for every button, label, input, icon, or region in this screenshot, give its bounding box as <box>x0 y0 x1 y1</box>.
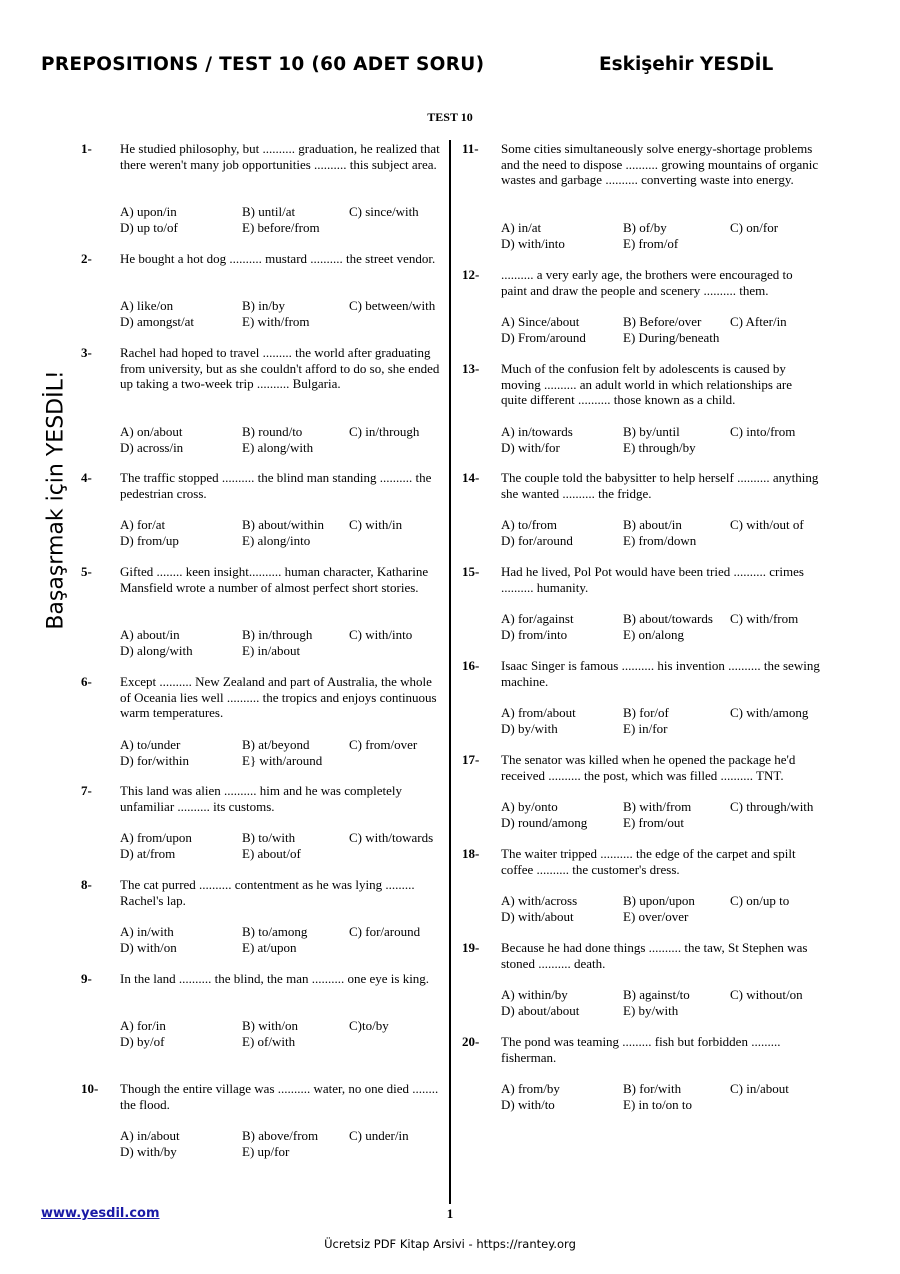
answer-option-b: B) with/from <box>623 799 692 814</box>
answer-option-e: E) During/beneath <box>623 329 720 345</box>
answer-option-a: A) in/at <box>501 220 542 235</box>
question-text: Though the entire village was .......... water, no one died ........ the flood. <box>120 1081 439 1112</box>
question-number: 12- <box>462 267 480 282</box>
answer-option-d: D) from/into <box>501 626 568 642</box>
answer-option-e: E) before/from <box>242 219 320 235</box>
answer-option-c: C) with/out of <box>730 517 804 532</box>
answer-option-e: E) in/for <box>623 720 668 736</box>
answer-option-d: D) along/with <box>120 642 193 658</box>
answer-option-d: D) round/among <box>501 814 588 830</box>
answer-option-d: D) with/to <box>501 1096 555 1112</box>
answer-option-a: A) Since/about <box>501 314 580 329</box>
question-number: 5- <box>81 564 92 579</box>
answer-option-b: B) in/by <box>242 298 285 313</box>
answer-option-e: E) at/upon <box>242 939 297 955</box>
answer-option-d: D) with/about <box>501 908 574 924</box>
question-number: 19- <box>462 940 480 955</box>
question-text: Because he had done things .......... the taw, St Stephen was stoned .......... death. <box>501 940 808 971</box>
answer-option-c: C) through/with <box>730 799 814 814</box>
answer-option-d: D) about/about <box>501 1002 580 1018</box>
answer-option-d: D) up to/of <box>120 219 178 235</box>
answer-option-b: B) with/on <box>242 1018 298 1033</box>
answer-option-a: A) from/about <box>501 705 576 720</box>
answer-option-e: E) with/from <box>242 313 310 329</box>
question-text: The pond was teaming ......... fish but forbidden ......... fisherman. <box>501 1034 781 1065</box>
footer-website-link[interactable]: www.yesdil.com <box>41 1206 160 1221</box>
answer-option-a: A) like/on <box>120 298 174 313</box>
answer-option-c: C) since/with <box>349 204 419 219</box>
answer-option-a: A) for/at <box>120 517 166 532</box>
answer-option-c: C) for/around <box>349 924 421 939</box>
answer-option-c: C) with/in <box>349 517 403 532</box>
question-number: 6- <box>81 674 92 689</box>
answer-option-c: C) with/into <box>349 627 413 642</box>
answer-option-d: D) with/on <box>120 939 177 955</box>
answer-option-d: D) across/in <box>120 439 184 455</box>
answer-option-c: C) with/among <box>730 705 809 720</box>
question-number: 20- <box>462 1034 480 1049</box>
answer-option-b: B) to/with <box>242 830 296 845</box>
answer-option-e: E) in to/on to <box>623 1096 692 1112</box>
answer-option-e: E) by/with <box>623 1002 679 1018</box>
answer-option-a: A) from/by <box>501 1081 560 1096</box>
answer-option-b: B) upon/upon <box>623 893 695 908</box>
question-text: .......... a very early age, the brothers were encouraged to paint and draw the people and scenery .......... them. <box>501 267 793 298</box>
answer-option-d: D) with/by <box>120 1143 177 1159</box>
answer-option-c: C) After/in <box>730 314 787 329</box>
question-text: The waiter tripped .......... the edge of the carpet and spilt coffee .......... the customer's dress. <box>501 846 796 877</box>
answer-option-a: A) on/about <box>120 424 183 439</box>
question-text: This land was alien .......... him and he was completely unfamiliar .......... its customs. <box>120 783 402 814</box>
answer-option-d: D) From/around <box>501 329 586 345</box>
answer-option-a: A) to/from <box>501 517 557 532</box>
answer-option-e: E} with/around <box>242 752 323 768</box>
answer-option-d: D) amongst/at <box>120 313 195 329</box>
answer-option-b: B) about/within <box>242 517 324 532</box>
answer-option-e: E) in/about <box>242 642 301 658</box>
answer-option-e: E) up/for <box>242 1143 290 1159</box>
answer-option-e: E) from/down <box>623 532 697 548</box>
answer-option-c: C) with/towards <box>349 830 434 845</box>
answer-option-b: B) in/through <box>242 627 313 642</box>
answer-option-d: D) by/with <box>501 720 558 736</box>
question-number: 9- <box>81 971 92 986</box>
question-number: 15- <box>462 564 480 579</box>
answer-option-a: A) in/with <box>120 924 174 939</box>
question-number: 4- <box>81 470 92 485</box>
answer-option-c: C) without/on <box>730 987 803 1002</box>
question-number: 16- <box>462 658 480 673</box>
question-text: He bought a hot dog .......... mustard .......... the street vendor. <box>120 251 436 266</box>
answer-option-b: B) for/with <box>623 1081 682 1096</box>
answer-option-a: A) by/onto <box>501 799 558 814</box>
answer-option-a: A) about/in <box>120 627 180 642</box>
answer-option-d: D) from/up <box>120 532 179 548</box>
column-divider <box>449 140 451 1204</box>
test-title: TEST 10 <box>427 110 473 124</box>
answer-option-b: B) of/by <box>623 220 667 235</box>
answer-option-a: A) upon/in <box>120 204 177 219</box>
answer-option-e: E) through/by <box>623 439 696 455</box>
answer-option-c: C) with/from <box>730 611 799 626</box>
question-text: Rachel had hoped to travel ......... the world after graduating from university, but as she couldn't afford to do so, she ended up taking a two-week trip .......... Bulgaria. <box>120 345 440 392</box>
answer-option-a: A) in/about <box>120 1128 180 1143</box>
answer-option-a: A) for/against <box>501 611 574 626</box>
answer-option-b: B) against/to <box>623 987 690 1002</box>
answer-option-a: A) in/towards <box>501 424 573 439</box>
answer-option-c: C) in/about <box>730 1081 789 1096</box>
question-number: 13- <box>462 361 480 376</box>
answer-option-d: D) with/into <box>501 235 565 251</box>
document-author: Eskişehir YESDİL <box>599 54 774 75</box>
question-number: 11- <box>462 141 479 156</box>
answer-option-d: D) for/within <box>120 752 189 768</box>
answer-option-b: B) for/of <box>623 705 669 720</box>
question-number: 7- <box>81 783 92 798</box>
answer-option-b: B) about/towards <box>623 611 713 626</box>
answer-option-b: B) at/beyond <box>242 737 310 752</box>
question-text: The traffic stopped .......... the blind man standing .......... the pedestrian cross. <box>120 470 432 501</box>
question-text: He studied philosophy, but .......... graduation, he realized that there weren't many job opportunities .......... this subject area. <box>120 141 440 172</box>
answer-option-b: B) round/to <box>242 424 303 439</box>
question-text: Isaac Singer is famous .......... his invention .......... the sewing machine. <box>501 658 820 689</box>
answer-option-c: C) on/up to <box>730 893 790 908</box>
answer-option-e: E) on/along <box>623 626 685 642</box>
answer-option-a: A) for/in <box>120 1018 166 1033</box>
answer-option-b: B) to/among <box>242 924 308 939</box>
page-number: 1 <box>446 1206 454 1221</box>
answer-option-c: C) into/from <box>730 424 796 439</box>
answer-option-c: C) between/with <box>349 298 436 313</box>
answer-option-c: C)to/by <box>349 1018 389 1033</box>
answer-option-e: E) of/with <box>242 1033 296 1049</box>
question-number: 10- <box>81 1081 99 1096</box>
question-number: 3- <box>81 345 92 360</box>
question-number: 14- <box>462 470 480 485</box>
answer-option-d: D) at/from <box>120 845 176 861</box>
answer-option-d: D) with/for <box>501 439 560 455</box>
answer-option-d: D) for/around <box>501 532 573 548</box>
answer-option-e: E) along/into <box>242 532 311 548</box>
question-number: 17- <box>462 752 480 767</box>
question-number: 8- <box>81 877 92 892</box>
footer-note: Ücretsiz PDF Kitap Arsivi - https://rantey.org <box>324 1237 576 1251</box>
question-number: 1- <box>81 141 92 156</box>
question-number: 2- <box>81 251 92 266</box>
answer-option-e: E) from/of <box>623 235 679 251</box>
answer-option-c: C) on/for <box>730 220 779 235</box>
answer-option-b: B) about/in <box>623 517 682 532</box>
answer-option-b: B) above/from <box>242 1128 319 1143</box>
answer-option-e: E) from/out <box>623 814 685 830</box>
question-number: 18- <box>462 846 480 861</box>
question-text: Gifted ........ keen insight.......... human character, Katharine Mansfield wrote a number of almost perfect short stories. <box>120 564 429 595</box>
side-slogan-text: Başaşrmak için YESDİL! <box>43 370 69 630</box>
answer-option-a: A) to/under <box>120 737 181 752</box>
document-title: PREPOSITIONS / TEST 10 (60 ADET SORU) <box>41 54 485 75</box>
answer-option-b: B) by/until <box>623 424 680 439</box>
question-text: Had he lived, Pol Pot would have been tried .......... crimes .......... humanity. <box>501 564 804 595</box>
answer-option-e: E) about/of <box>242 845 301 861</box>
answer-option-c: C) under/in <box>349 1128 409 1143</box>
question-text: The cat purred .......... contentment as he was lying ......... Rachel's lap. <box>120 877 415 908</box>
answer-option-c: C) in/through <box>349 424 420 439</box>
question-text: The senator was killed when he opened the package he'd received .......... the post, which was filled .......... TNT. <box>501 752 796 783</box>
answer-option-c: C) from/over <box>349 737 418 752</box>
question-text: Except .......... New Zealand and part of Australia, the whole of Oceania lies well .......... the tropics and enjoys continuous warm temperatures. <box>120 674 437 721</box>
answer-option-e: E) over/over <box>623 908 689 924</box>
answer-option-a: A) within/by <box>501 987 568 1002</box>
question-text: In the land .......... the blind, the man .......... one eye is king. <box>120 971 430 986</box>
answer-option-b: B) Before/over <box>623 314 702 329</box>
answer-option-d: D) by/of <box>120 1033 165 1049</box>
question-text: The couple told the babysitter to help herself .......... anything she wanted .......... the fridge. <box>501 470 819 501</box>
answer-option-a: A) from/upon <box>120 830 192 845</box>
question-text: Much of the confusion felt by adolescents is caused by moving .......... an adult world in which relationships are quite different .......... those known as a child. <box>501 361 793 408</box>
answer-option-e: E) along/with <box>242 439 314 455</box>
question-text: Some cities simultaneously solve energy-shortage problems and the need to dispose .......... growing mountains of organic wastes and garbage .......... converting waste into energy. <box>501 141 819 188</box>
answer-option-b: B) until/at <box>242 204 296 219</box>
answer-option-a: A) with/across <box>501 893 578 908</box>
